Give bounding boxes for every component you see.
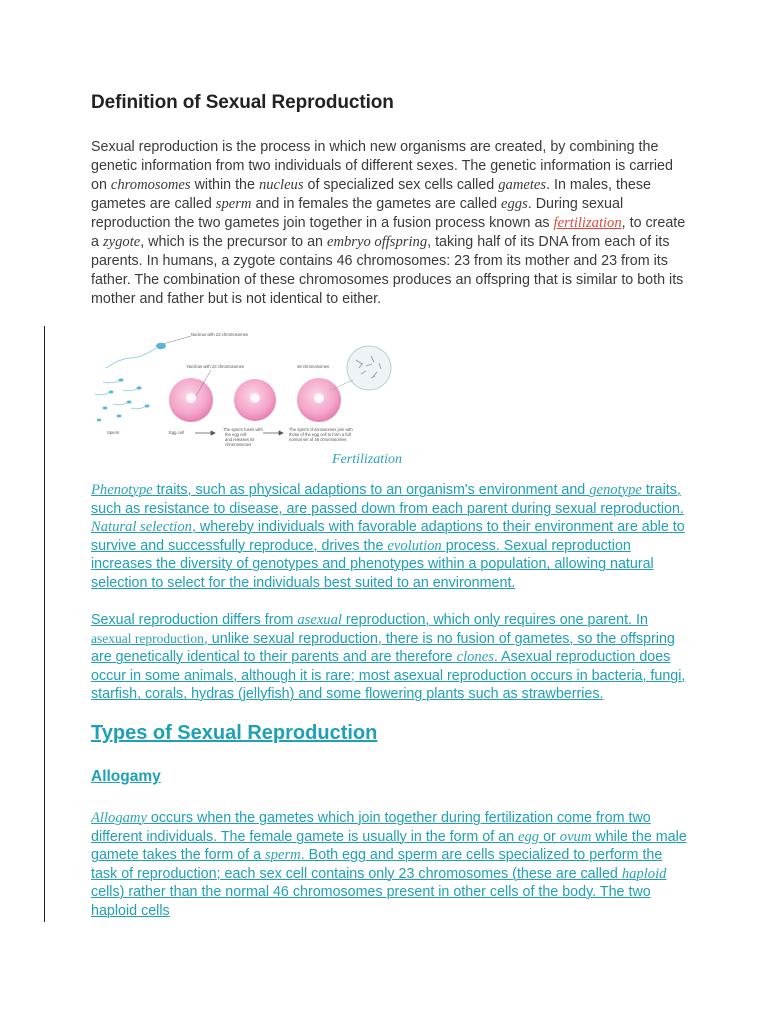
term-allogamy[interactable]: Allogamy: [91, 810, 147, 826]
phenotype-paragraph-link[interactable]: [91, 481, 691, 593]
term-nucleus: nucleus: [258, 177, 304, 193]
label-nucleus-egg: Nucleus with 23 chromosomes: [187, 364, 245, 369]
chromosome-zoom-icon: [347, 346, 391, 390]
paragraph-text[interactable]: or: [539, 828, 560, 845]
term-evolution[interactable]: evolution: [387, 537, 442, 554]
label-nucleus-sperm: Nucleus with 23 chromosomes: [191, 332, 249, 337]
fertilization-diagram: [91, 328, 411, 447]
label-join-1: The sperm chromosomes join with: [289, 427, 353, 432]
label-fuse-2: the egg cell: [225, 432, 247, 437]
term-haploid[interactable]: haploid: [621, 865, 667, 882]
intro-text: and in females the gametes are called: [251, 196, 502, 212]
term-clones[interactable]: clones: [456, 649, 494, 666]
label-join-2: those of the egg cell to form a full: [289, 432, 351, 437]
paragraph-text[interactable]: cells) rather than the normal 46 chromosomes present in other cells of the body. The two haploid cells: [91, 884, 651, 919]
intro-paragraph: [91, 138, 691, 309]
paragraph-text[interactable]: , unlike sexual reproduction, there is no fusion of gametes, so the offspring are genetically identical to their parents and are therefore: [91, 630, 675, 666]
asexual-paragraph-link[interactable]: [91, 611, 691, 704]
paragraph-text[interactable]: occurs when the gametes which join together during fertilization come from two different individuals. The female gamete is usually in the form of an: [91, 810, 651, 845]
intro-text: within the: [190, 177, 259, 193]
term-embryo-offspring: embryo offspring: [326, 234, 428, 250]
allogamy-paragraph-link[interactable]: [91, 809, 691, 921]
figure-caption: Fertilization: [332, 452, 402, 467]
term-ovum[interactable]: ovum: [559, 828, 592, 845]
paragraph-text[interactable]: traits, such as physical adaptions to an organism's environment and: [152, 482, 590, 498]
label-46-chromosomes: 46 chromosomes: [297, 364, 330, 369]
term-asexual-reproduction[interactable]: asexual reproduction: [91, 630, 204, 646]
term-phenotype[interactable]: Phenotype: [91, 482, 153, 498]
label-sperm: Sperm: [107, 430, 120, 435]
link-fertilization[interactable]: fertilization: [553, 215, 622, 231]
paragraph-text[interactable]: traits, such as resistance to disease, are passed down from each parent during sexual reproduction.: [91, 482, 684, 517]
term-zygote: zygote: [102, 234, 141, 250]
intro-text: , to create a: [91, 215, 686, 250]
sperm-cells-icon: [95, 343, 166, 422]
paragraph-text[interactable]: , whereby individuals with favorable adaptions to their environment are able to survive and successfully reproduce, drives the: [91, 519, 685, 554]
label-fuse-1: The sperm fuses with: [223, 427, 263, 432]
term-chromosomes: chromosomes: [110, 177, 191, 193]
term-sperm: sperm: [215, 196, 252, 212]
term-sperm-link[interactable]: sperm: [265, 847, 301, 864]
term-gametes: gametes: [498, 177, 547, 193]
intro-text: Sexual reproduction is the process in which new organisms are created, by combining the genetic information from two individuals of different sexes. The genetic information is carried on: [91, 139, 673, 193]
label-fuse-3: and releases its: [225, 437, 255, 442]
label-egg-cell: Egg cell: [169, 430, 184, 435]
paragraph-text[interactable]: . Asexual reproduction does occur in some animals, although it is rare; most asexual reproduction occurs in bacteria, fungi, starfish, corals, hydras (jellyfish) and some flowering plants such as strawberries.: [91, 649, 686, 703]
paragraph-text[interactable]: while the male gamete takes the form of a: [91, 828, 687, 864]
paragraph-text[interactable]: . Both egg and sperm are cells specialized to perform the task of reproduction; each sex cell contains only 23 chromosomes (these are called: [91, 847, 663, 882]
intro-text: . In males, these gametes are called: [91, 177, 651, 212]
intro-text: of specialized sex cells called: [303, 177, 499, 193]
term-natural-selection[interactable]: Natural selection: [91, 519, 192, 536]
term-egg[interactable]: egg: [518, 828, 540, 845]
intro-text: . During sexual reproduction the two gametes join together in a fusion process known as: [91, 196, 624, 231]
intro-text: , which is the precursor to an: [140, 234, 327, 250]
types-heading-link[interactable]: Types of Sexual Reproduction: [91, 722, 378, 744]
paragraph-text[interactable]: process. Sexual reproduction increases the diversity of genotypes and phenotypes within a population, allowing natural selection to select for the individuals best suited to an environment.: [91, 537, 654, 591]
page-title: Definition of Sexual Reproduction: [91, 92, 394, 113]
term-eggs: eggs: [501, 196, 528, 212]
paragraph-text[interactable]: reproduction, which only requires one parent. In: [341, 612, 648, 628]
label-fuse-4: chromosomes: [225, 442, 252, 447]
left-margin-rule: [44, 326, 45, 922]
paragraph-text[interactable]: Sexual reproduction differs from: [91, 612, 298, 628]
term-asexual[interactable]: asexual: [297, 612, 342, 628]
intro-text: , taking half of its DNA from each of its parents. In humans, a zygote contains 46 chromosomes: 23 from its mother and 23 from its father. The combination of these chromosomes produces an offspring that is similar to both its mother and father but is not identical to either.: [91, 234, 684, 307]
label-join-3: normal set of 46 chromosomes: [289, 437, 347, 442]
term-genotype[interactable]: genotype: [589, 482, 642, 498]
allogamy-heading-link[interactable]: Allogamy: [91, 768, 161, 785]
